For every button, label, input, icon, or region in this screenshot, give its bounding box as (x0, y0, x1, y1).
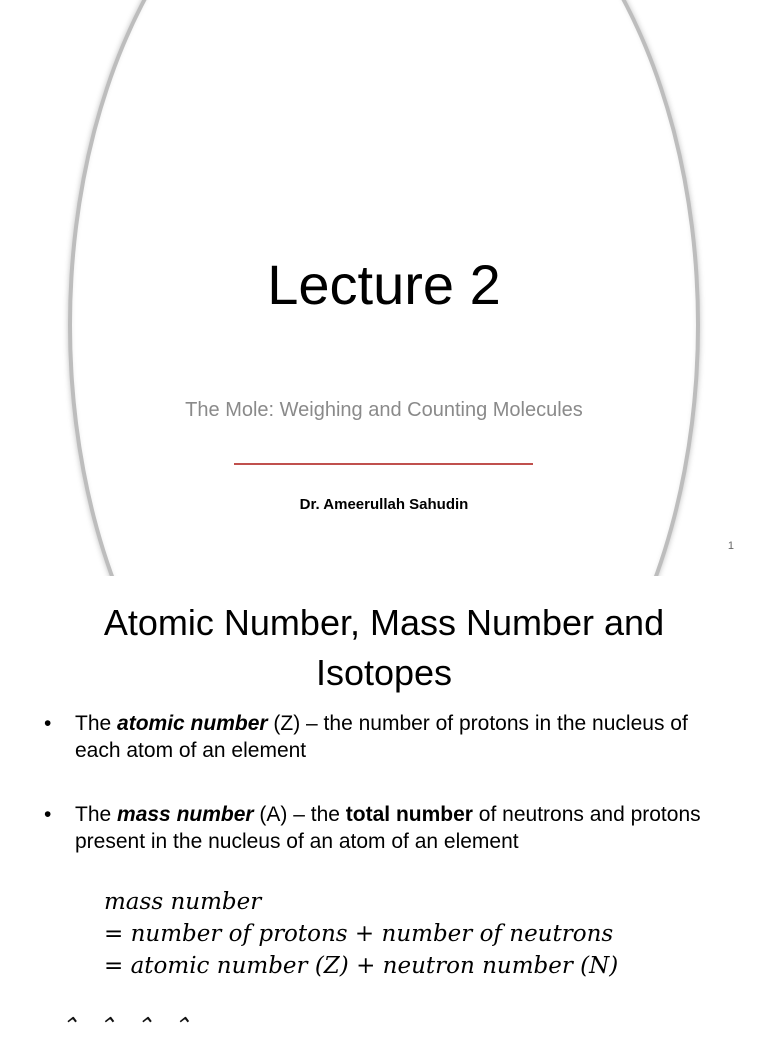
content-slide (0, 576, 768, 1039)
formula-expression: atomic number (Z) + neutron number (N) (130, 953, 619, 979)
term-mass-number: mass number (117, 803, 254, 826)
bullet-text: (Z) – the number of protons in the nucleus of each atom of an element (75, 712, 688, 762)
mass-number-formula (104, 886, 618, 982)
bullet-text: of neutrons and protons present in the nucleus of an atom of an element (75, 803, 701, 853)
bullet-dot: • (44, 803, 52, 826)
equals-sign: = (104, 953, 124, 979)
formula-line-3 (104, 950, 618, 982)
bullet-dot: • (44, 712, 52, 735)
bullet-list (44, 710, 734, 855)
bullet-atomic-number (44, 710, 734, 764)
title-divider-line (234, 463, 533, 465)
slide-title: Lecture 2 (267, 253, 501, 316)
formula-line-1: mass number (104, 889, 262, 915)
cut-off-next-line: ⌃ ⌃ ⌃ ⌃ (60, 1014, 197, 1039)
author-name: Dr. Ameerullah Sahudin (299, 496, 469, 513)
equals-sign: = (104, 921, 124, 947)
formula-expression: number of protons + number of neutrons (130, 921, 614, 947)
bullet-text: (A) – the (253, 803, 346, 826)
bullet-text: The (75, 803, 118, 826)
emphasis-total-number: total number (345, 803, 473, 826)
bullet-text: The (75, 712, 118, 735)
term-atomic-number: atomic number (117, 712, 268, 735)
slide-page-number: 1 (727, 540, 734, 552)
bullet-mass-number (44, 801, 734, 855)
formula-line-2 (104, 918, 618, 950)
content-slide-title: Atomic Number, Mass Number and Isotopes (103, 602, 665, 693)
slide-subtitle: The Mole: Weighing and Counting Molecules (185, 399, 583, 421)
